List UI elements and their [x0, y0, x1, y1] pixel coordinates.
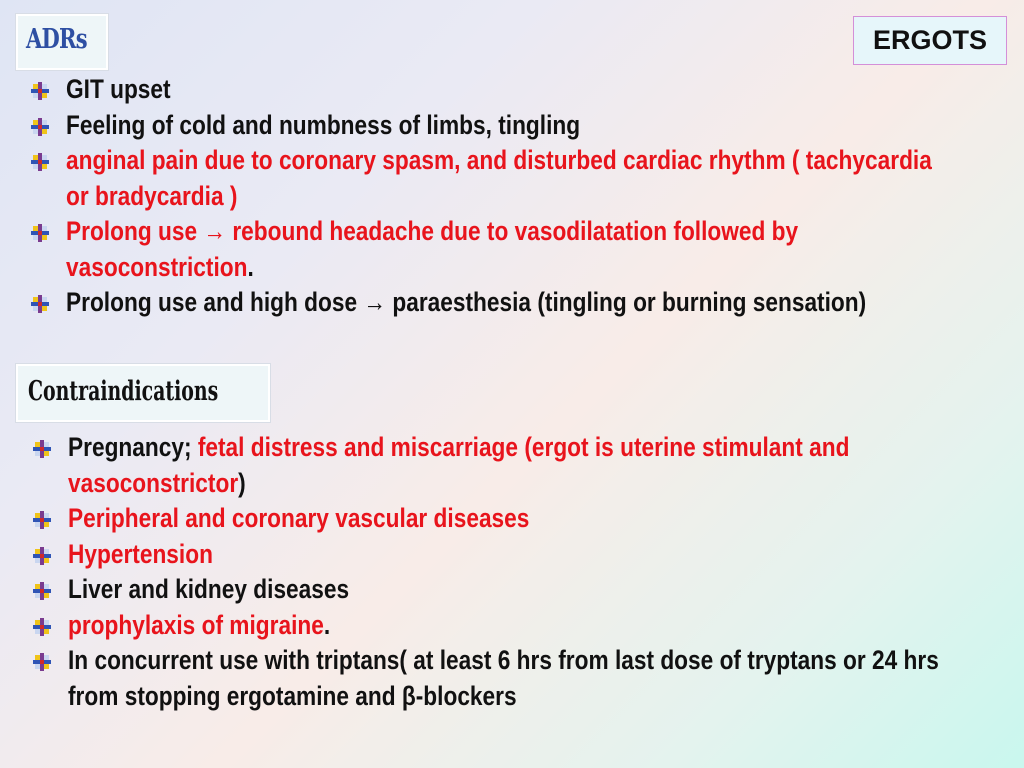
- text-run: Pregnancy;: [68, 432, 198, 462]
- adrs-heading-box: [16, 14, 108, 70]
- text-run: In concurrent use with triptans( at least 6 hrs from last dose of tryptans or 24 hrs from stopping ergotamine and β-blockers: [68, 645, 939, 711]
- text-run: Hypertension: [68, 538, 213, 569]
- list-item: [30, 143, 990, 214]
- list-item: [32, 537, 992, 573]
- list-item: [30, 72, 990, 108]
- text-run: ): [238, 467, 246, 498]
- cross-bullet-icon: [32, 652, 52, 672]
- list-item-text: [66, 214, 948, 285]
- list-item: [32, 608, 992, 644]
- cross-bullet-icon: [32, 581, 52, 601]
- text-run: fetal distress and miscarriage (ergot is uterine stimulant and vasoconstrictor: [68, 432, 850, 498]
- text-run: .: [323, 609, 331, 640]
- text-run: Prolong use and high dose → paraesthesia (tingling or burning sensation): [66, 287, 867, 317]
- list-item-text: [68, 643, 950, 714]
- cross-bullet-icon: [32, 546, 52, 566]
- cross-bullet-icon: [32, 510, 52, 530]
- text-run: Prolong use → rebound headache due to vasodilatation followed by vasoconstriction: [66, 216, 799, 282]
- text-run: .: [247, 251, 254, 282]
- cross-bullet-icon: [30, 117, 50, 137]
- contraindications-list: [32, 430, 992, 714]
- list-item-text: [66, 72, 948, 108]
- list-item: [32, 643, 992, 714]
- text-run: anginal pain due to coronary spasm, and disturbed cardiac rhythm ( tachycardia or bradycardia ): [66, 145, 932, 211]
- contraindications-heading-box: [16, 364, 270, 422]
- list-item-text: [68, 608, 950, 644]
- ergots-title: ERGOTS: [872, 25, 987, 55]
- list-item-text: [68, 572, 950, 608]
- list-item-text: [68, 501, 950, 537]
- cross-bullet-icon: [30, 223, 50, 243]
- list-item: [32, 572, 992, 608]
- list-item: [32, 430, 992, 501]
- list-item: [30, 214, 990, 285]
- text-run: Liver and kidney diseases: [68, 574, 350, 604]
- text-run: Feeling of cold and numbness of limbs, tingling: [66, 109, 581, 140]
- list-item: [30, 285, 990, 321]
- list-item-text: [68, 430, 950, 501]
- text-run: GIT upset: [66, 74, 171, 104]
- list-item-text: [66, 285, 948, 321]
- cross-bullet-icon: [30, 81, 50, 101]
- text-run: Peripheral and coronary vascular diseases: [68, 503, 530, 533]
- list-item-text: [68, 537, 950, 573]
- list-item-text: [66, 143, 948, 214]
- cross-bullet-icon: [30, 294, 50, 314]
- list-item: [32, 501, 992, 537]
- cross-bullet-icon: [32, 617, 52, 637]
- adrs-heading: ADRs: [26, 24, 87, 55]
- list-item: [30, 108, 990, 144]
- contraindications-heading: Contraindications: [28, 376, 219, 407]
- ergots-title-box: [853, 16, 1007, 65]
- cross-bullet-icon: [32, 439, 52, 459]
- adrs-list: [30, 72, 990, 321]
- list-item-text: [66, 108, 948, 144]
- cross-bullet-icon: [30, 152, 50, 172]
- text-run: prophylaxis of migraine: [68, 609, 324, 640]
